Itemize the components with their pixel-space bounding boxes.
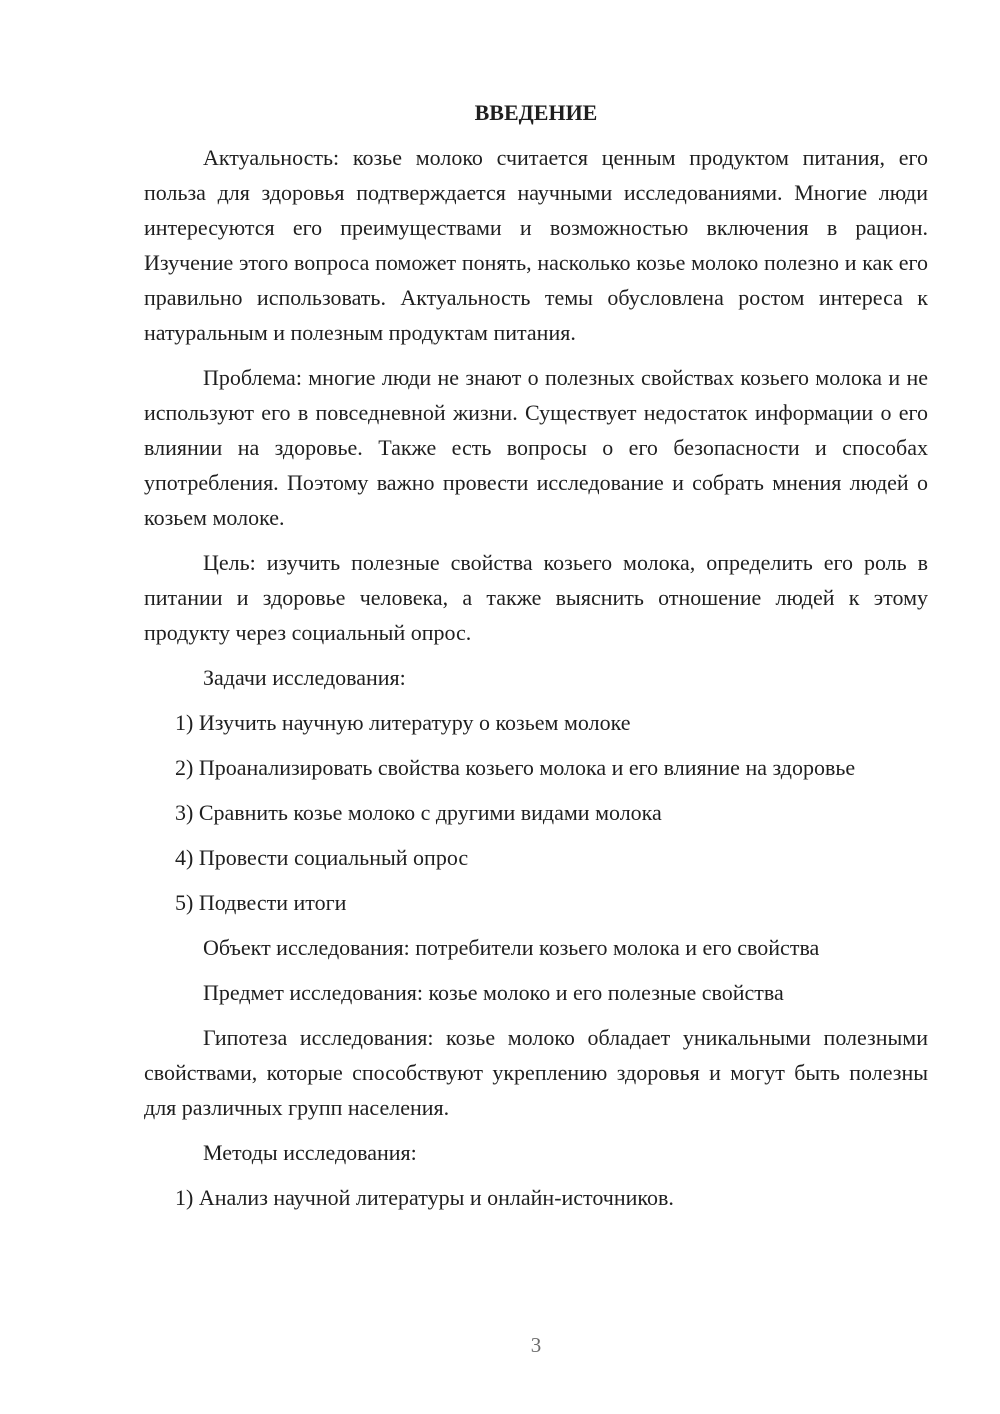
section-title: ВВЕДЕНИЕ — [474, 100, 598, 125]
paragraph-relevance: Актуальность: козье молоко считается ценным продуктом питания, его польза для здоровья подтверждается научными исследованиями. Многие люди интересуются его преимуществами и возможностью включения в рацион. Изучение этого вопроса поможет понять, насколько козье молоко полезно и как его правильно использовать. Актуальность темы обусловлена ростом интереса к натуральным и полезным продуктам питания. — [144, 145, 928, 345]
task-item: 1) Изучить научную литературу о козьем молоке — [175, 710, 631, 735]
page-number: 3 — [530, 1333, 542, 1357]
research-subject: Предмет исследования: козье молоко и его полезные свойства — [203, 980, 784, 1005]
task-item: 4) Провести социальный опрос — [175, 845, 469, 870]
paragraph-goal: Цель: изучить полезные свойства козьего молока, определить его роль в питании и здоровье человека, а также выяснить отношение людей к этому продукту через социальный опрос. — [144, 550, 928, 645]
task-item: 5) Подвести итоги — [175, 890, 347, 915]
research-hypothesis: Гипотеза исследования: козье молоко обладает уникальными полезными свойствами, которые способствуют укреплению здоровья и могут быть полезны для различных групп населения. — [144, 1025, 928, 1120]
method-item: 1) Анализ научной литературы и онлайн-источников. — [175, 1185, 674, 1210]
task-item: 3) Сравнить козье молоко с другими видами молока — [175, 800, 662, 825]
task-item: 2) Проанализировать свойства козьего молока и его влияние на здоровье — [175, 755, 856, 780]
page-content — [144, 95, 928, 1225]
tasks-heading: Задачи исследования: — [203, 665, 406, 690]
research-object: Объект исследования: потребители козьего молока и его свойства — [203, 935, 820, 960]
methods-heading: Методы исследования: — [203, 1140, 417, 1165]
paragraph-problem: Проблема: многие люди не знают о полезных свойствах козьего молока и не используют его в повседневной жизни. Существует недостаток информации о его влиянии на здоровье. Также есть вопросы о его безопасности и способах употребления. Поэтому важно провести исследование и собрать мнения людей о козьем молоке. — [144, 365, 928, 530]
